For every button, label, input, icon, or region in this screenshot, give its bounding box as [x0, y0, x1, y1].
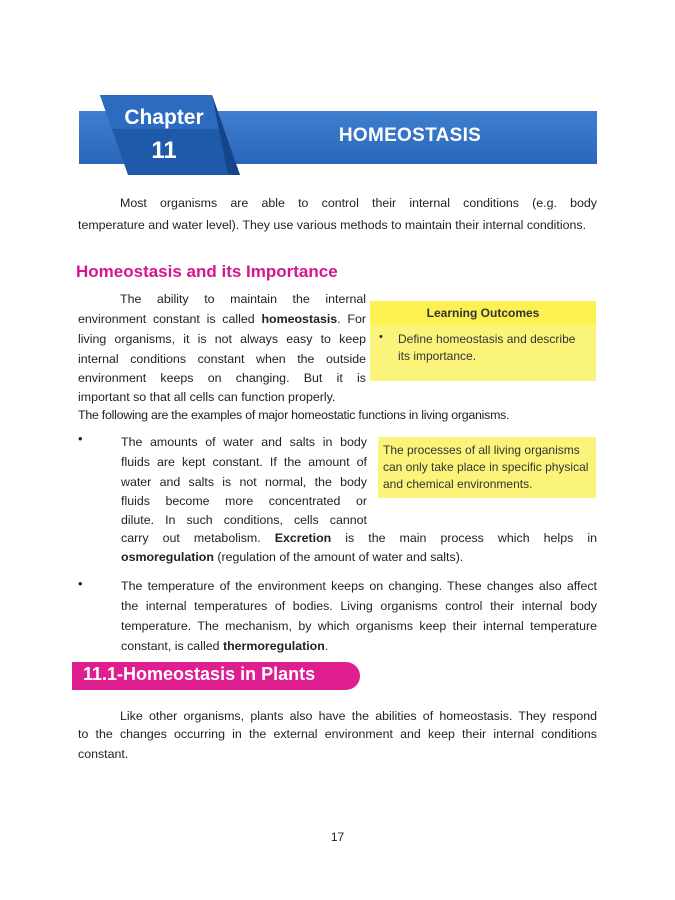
term-osmoregulation: osmoregulation [121, 550, 214, 564]
bullet2-paragraph: The temperature of the environment keeps on changing. These changes also affect the internal temperatures of bodies. Living organisms control their internal body temperature. The mechanism, by which organisms keep their internal temperature constant, is called thermoregulation. [121, 579, 597, 653]
bullet1-line-1: The amounts of water and salts in body [121, 435, 367, 449]
intro-line-1: Most organisms are able to control their internal conditions (e.g. body [120, 196, 597, 210]
term-thermoregulation: thermoregulation [222, 639, 325, 653]
section2-line-1: Like other organisms, plants also have the abilities of homeostasis. They respond [120, 709, 597, 723]
section-heading-plants: 11.1-Homeostasis in Plants [83, 664, 316, 684]
chapter-label: Chapter [124, 106, 204, 129]
bullet1-line-7: osmoregulation (regulation of the amount of water and salts). [121, 550, 464, 564]
bullet1-line-2: fluids are kept constant. If the amount of [121, 455, 367, 469]
section1-line-4: internal conditions constant when the outside [78, 352, 366, 366]
section1-line-6: important so that all cells can function properly. [78, 390, 336, 404]
section2-paragraph-rest: to the changes occurring in the external environment and keep their internal conditions constant. [78, 727, 597, 761]
bullet1-line-3: water and salts is not normal, the body [121, 475, 367, 489]
chapter-title: HOMEOSTASIS [338, 125, 482, 146]
section1-line-3: living organisms, it is not always easy to keep [78, 332, 366, 346]
section1-line-2: environment constant is called homeostasis. For [78, 312, 366, 326]
bullet1-line-4: fluids become more concentrated or [121, 494, 367, 508]
term-excretion: Excretion [274, 531, 332, 545]
note-text: The processes of all living organisms can only take place in specific physical and chemical environments. [383, 443, 589, 491]
chapter-number: 11 [151, 137, 177, 164]
bullet1-line-6: carry out metabolism. Excretion is the main process which helps in [121, 531, 597, 545]
learning-outcome-item: Define homeostasis and describe its importance. [398, 332, 576, 363]
bullet-icon: • [78, 576, 83, 591]
section1-line-1: The ability to maintain the internal [120, 292, 366, 306]
section-heading-homeostasis: Homeostasis and its Importance [76, 262, 338, 281]
section1-line-5: environment keeps on changing. But it is [78, 371, 366, 385]
bullet-icon: • [78, 431, 83, 446]
learning-outcomes-title: Learning Outcomes [370, 301, 596, 325]
bullet-icon: • [379, 331, 383, 343]
section1-line-7: The following are the examples of major homeostatic functions in living organisms. [78, 408, 510, 422]
page-number: 17 [330, 830, 345, 844]
bullet1-line-5: dilute. In such conditions, cells cannot [121, 513, 367, 527]
term-homeostasis: homeostasis [261, 312, 338, 326]
intro-paragraph-rest: temperature and water level). They use various methods to maintain their internal conditions. [78, 218, 587, 232]
